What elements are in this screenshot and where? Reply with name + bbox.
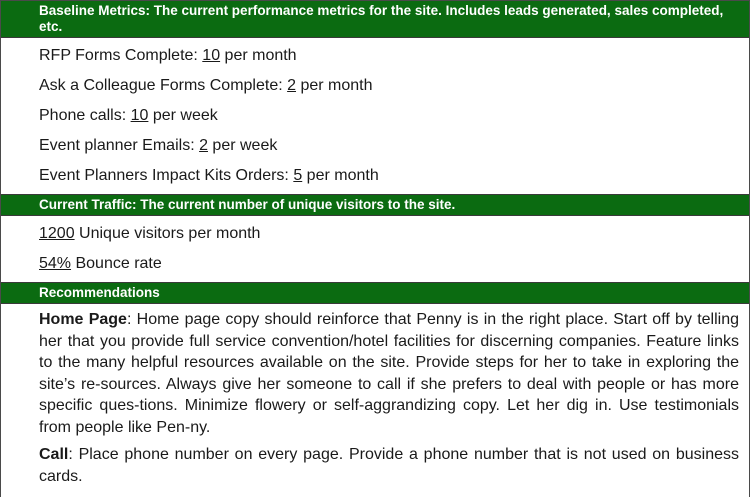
- traffic-unique-visitors: [39, 219, 741, 249]
- recommendation-call: [39, 444, 739, 487]
- metric-label: Event Planners Impact Kits Orders:: [39, 167, 294, 184]
- baseline-metrics-list: [1, 38, 749, 194]
- metric-label: Ask a Colleague Forms Complete:: [39, 77, 288, 94]
- metric-impact-kits-orders: [39, 161, 741, 191]
- recommendations-header: Recommendations: [1, 282, 749, 304]
- metric-value: 2: [199, 137, 208, 154]
- metric-unit: per month: [296, 77, 373, 94]
- metric-label: Phone calls:: [39, 107, 131, 124]
- recommendation-home-page: [39, 309, 739, 438]
- recommendation-text: : Place phone number on every page. Provide a phone number that is not used on business cards.: [39, 446, 739, 485]
- current-traffic-list: [1, 216, 749, 282]
- baseline-metrics-header: Baseline Metrics: The current performance metrics for the site. Includes leads generated, sales completed, etc.: [1, 1, 749, 38]
- current-traffic-header: Current Traffic: The current number of unique visitors to the site.: [1, 194, 749, 216]
- metric-unit: per month: [220, 47, 297, 64]
- metric-value: 10: [202, 47, 221, 64]
- metric-unit: per week: [148, 107, 218, 124]
- traffic-value: 1200: [39, 225, 75, 242]
- metric-rfp-forms: [39, 41, 741, 71]
- recommendations-body: [1, 309, 749, 487]
- traffic-value: 54%: [39, 255, 72, 272]
- metric-value: 2: [287, 77, 297, 94]
- recommendation-title: Call: [39, 446, 69, 463]
- metric-value: 5: [293, 167, 303, 184]
- metric-unit: per month: [302, 167, 379, 184]
- recommendation-title: Home Page: [39, 311, 127, 328]
- traffic-label: Bounce rate: [71, 255, 162, 272]
- metric-label: RFP Forms Complete:: [39, 47, 203, 64]
- traffic-label: Unique visitors per month: [74, 225, 261, 242]
- metric-ask-colleague-forms: [39, 71, 741, 101]
- traffic-bounce-rate: [39, 249, 741, 279]
- metric-phone-calls: [39, 101, 741, 131]
- metric-unit: per week: [207, 137, 278, 154]
- metric-value: 10: [130, 107, 149, 124]
- metric-label: Event planner Emails:: [39, 137, 200, 154]
- metric-event-planner-emails: [39, 131, 741, 161]
- recommendation-text: : Home page copy should reinforce that Penny is in the right place. Start off by telling her that you provide full service convention/hotel facilities for discerning companies. Feature links to the many helpful resources available on the site. Provide steps for her to take in exploring the site’s re-sources. Always give her someone to call if she prefers to deal with people or has more specific ques-tions. Minimize flowery or self-aggrandizing copy. Let her dig in. Use testimonials from people like Pen-ny.: [39, 311, 740, 436]
